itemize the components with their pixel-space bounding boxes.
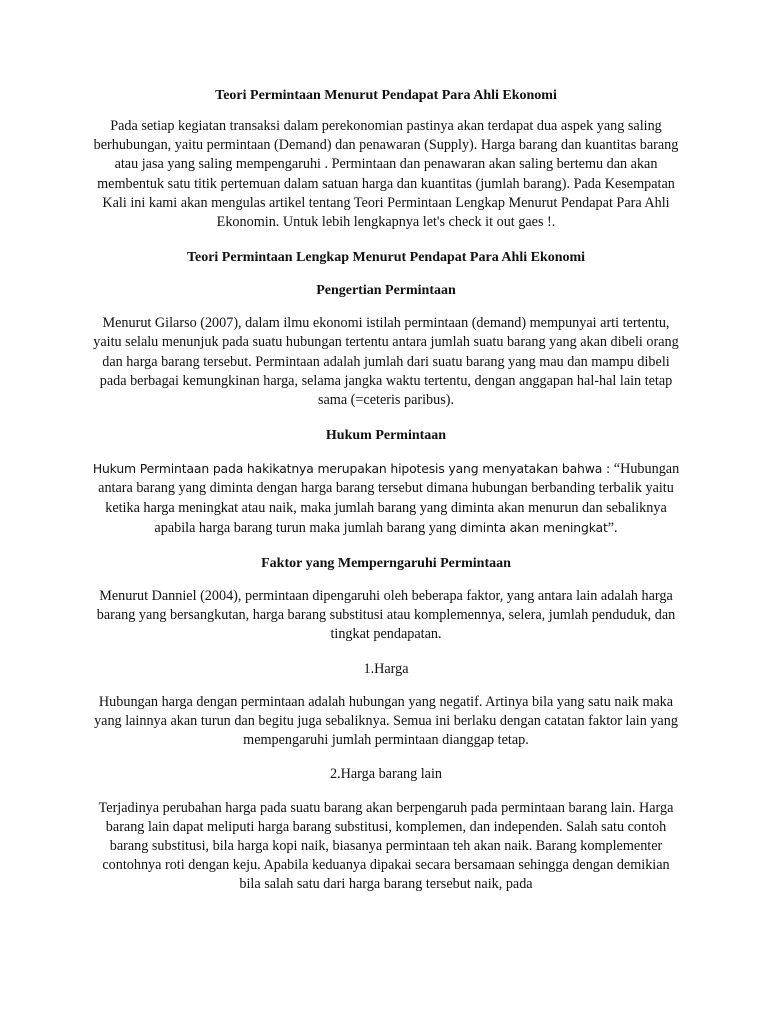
item2-paragraph: Terjadinya perubahan harga pada suatu barang akan berpengaruh pada permintaan barang lain. Harga barang lain dapat meliputi harga barang substitusi, komplemen, dan independen. Salah satu contoh barang substitusi, bila harga kopi naik, biasanya permintaan teh akan naik. Barang komplementer contohnya roti dengan keju. Apabila keduanya dipakai secara bersamaan sehingga dengan demikian bila salah satu dari harga barang tersebut naik, pada (98, 799, 674, 893)
hukum-paragraph (92, 459, 680, 538)
item1-paragraph: Hubungan harga dengan permintaan adalah hubungan yang negatif. Artinya bila yang satu naik maka yang lainnya akan turun dan begitu juga sebaliknya. Semua ini berlaku dengan catatan faktor lain yang mempengaruhi jumlah permintaan dianggap tetap. (94, 693, 678, 749)
document-title: Teori Permintaan Menurut Pendapat Para Ahli Ekonomi (215, 88, 557, 103)
item2-title: 2.Harga barang lain (329, 766, 442, 783)
heading-pengertian: Pengertian Permintaan (316, 283, 456, 299)
intro-paragraph: Pada setiap kegiatan transaksi dalam perekonomian pastinya akan terdapat dua aspek yang saling berhubungan, yaitu permintaan (Demand) dan penawaran (Supply). Harga barang dan kuantitas barang atau jasa yang saling mempengaruhi . Permintaan dan penawaran akan saling bertemu dan akan membentuk satu titik pertemuan dalam satuan harga dan kuantitas (jumlah barang). Pada Kesempatan Kali ini kami akan mengulas artikel tentang Teori Permintaan Lengkap Menurut Pendapat Para Ahli Ekonomin. Untuk lebih lengkapnya let's check it out gaes !. (93, 118, 679, 231)
hukum-quote-open: “ (613, 461, 621, 478)
faktor-paragraph: Menurut Danniel (2004), permintaan dipengaruhi oleh beberapa faktor, yang antara lain adalah harga barang yang bersangkutan, harga barang substitusi atau komplemennya, selera, jumlah penduduk, dan tingkat pendapatan. (96, 588, 676, 643)
heading-main: Teori Permintaan Lengkap Menurut Pendapat Para Ahli Ekonomi (186, 250, 586, 266)
hukum-tail: diminta akan meningkat (459, 519, 608, 535)
hukum-lead: Hukum Permintaan pada hakikatnya merupakan hipotesis yang menyatakan bahwa : (92, 461, 614, 477)
heading-faktor: Faktor yang Memperngaruhi Permintaan (261, 556, 511, 572)
heading-hukum: Hukum Permintaan (325, 428, 447, 444)
pengertian-paragraph: Menurut Gilarso (2007), dalam ilmu ekonomi istilah permintaan (demand) mempunyai arti tertentu, yaitu selalu menunjuk pada suatu hubungan tertentu antara jumlah suatu barang yang akan dibeli orang dan harga barang tersebut. Permintaan adalah jumlah dari suatu barang yang mau dan mampu dibeli pada berbagai kemungkinan harga, selama jangka waktu tertentu, dengan anggapan hal-hal lain tetap sama (=ceteris paribus). (93, 315, 679, 409)
hukum-close: ”. (607, 519, 618, 536)
item1-title: 1.Harga (363, 660, 409, 677)
hukum-quote: Hubungan antara barang yang diminta dengan harga barang tersebut dimana hubungan berbanding terbalik yaitu ketika harga meningkat atau naik, maka jumlah barang yang diminta akan menurun dan sebaliknya apabila harga barang turun maka jumlah barang yang (98, 461, 680, 536)
